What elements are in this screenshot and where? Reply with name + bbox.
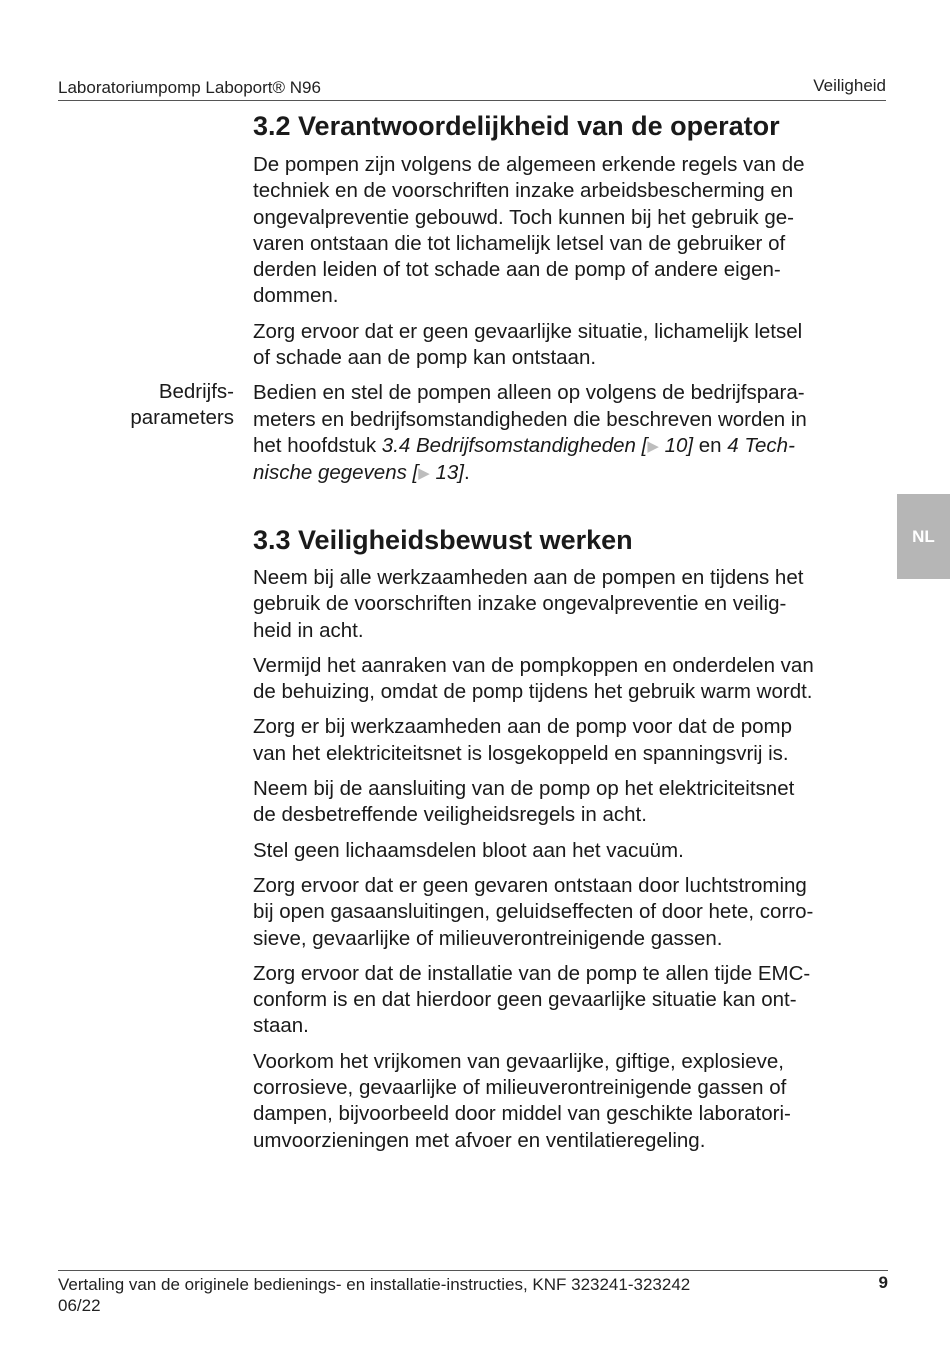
footer-divider <box>58 1270 888 1271</box>
paragraph: De pompen zijn volgens de algemeen erkende regels van de techniek en de voorschriften inzake arbeidsbescherming en ongevalpreventie gebouwd. Toch kunnen bij het gebruik ge- varen ontstaan die tot lichamelijk letsel van de gebruiker of derden leiden of tot schade aan de pomp of andere eigen- dommen. <box>253 153 805 308</box>
language-tab: NL <box>897 494 950 579</box>
paragraph: Bedien en stel de pompen alleen op volgens de bedrijfspara- meters en bedrijfsomstandigheden die beschreven worden in het hoofdstuk 3.4 Bedrijfsomstandigheden [▶ 10] en 4 Tech- nische gegevens [▶ 13]. <box>253 381 807 485</box>
section-heading: 3.3 Veiligheidsbewust werken <box>253 525 633 555</box>
cross-reference-link[interactable]: 4 Tech- nische gegevens [▶ 13] <box>253 433 795 485</box>
paragraph: Zorg er bij werkzaamheden aan de pomp voor dat de pomp van het elektriciteitsnet is losgekoppeld en spanningsvrij is. <box>253 715 793 765</box>
paragraph: Zorg ervoor dat er geen gevaren ontstaan door luchtstroming bij open gasaansluitingen, geluidseffecten of door hete, corro- sieve, gevaarlijke of milieuverontreinigende gassen. <box>253 873 814 950</box>
paragraph: Zorg ervoor dat de installatie van de pomp te allen tijde EMC- conform is en dat hierdoor geen gevaarlijke situatie kan ont- staan. <box>253 961 811 1038</box>
paragraph: Neem bij alle werkzaamheden aan de pompen en tijdens het gebruik de voorschriften inzake ongevalpreventie en veilig- heid in acht. <box>253 566 804 642</box>
header-divider <box>58 100 886 101</box>
paragraph: Stel geen lichaamsdelen bloot aan het vacuüm. <box>253 838 684 862</box>
cross-reference-link[interactable]: 3.4 Bedrijfsomstandigheden [▶ 10] <box>381 433 694 457</box>
running-header-title: Laboratoriumpomp Laboport® N96 <box>58 78 321 97</box>
footer-text: Vertaling van de originele bedienings- en installatie-instructies, KNF 323241-323242 06/22 <box>58 1275 691 1315</box>
page-number: 9 <box>878 1273 888 1292</box>
page-arrow-icon: ▶ <box>418 465 430 483</box>
page-arrow-icon: ▶ <box>647 437 659 455</box>
margin-label: Bedrijfs- parameters <box>130 380 234 430</box>
paragraph: Neem bij de aansluiting van de pomp op het elektriciteitsnet de desbetreffende veiligheidsregels in acht. <box>253 777 795 827</box>
paragraph: Zorg ervoor dat er geen gevaarlijke situatie, lichamelijk letsel of schade aan de pomp kan ontstaan. <box>253 319 803 370</box>
running-header-section: Veiligheid <box>813 76 886 95</box>
section-heading: 3.2 Verantwoordelijkheid van de operator <box>253 111 780 141</box>
section-3-2 <box>253 110 880 488</box>
section-3-3 <box>253 524 880 1154</box>
paragraph: Vermijd het aanraken van de pompkoppen en onderdelen van de behuizing, omdat de pomp tijdens het gebruik warm wordt. <box>253 653 814 704</box>
paragraph: Voorkom het vrijkomen van gevaarlijke, giftige, explosieve, corrosieve, gevaarlijke of milieuverontreinigende gassen of dampen, bijvoorbeeld door middel van geschikte laboratori- umvoorzieningen met afvoer en ventilatieregeling. <box>253 1049 791 1152</box>
